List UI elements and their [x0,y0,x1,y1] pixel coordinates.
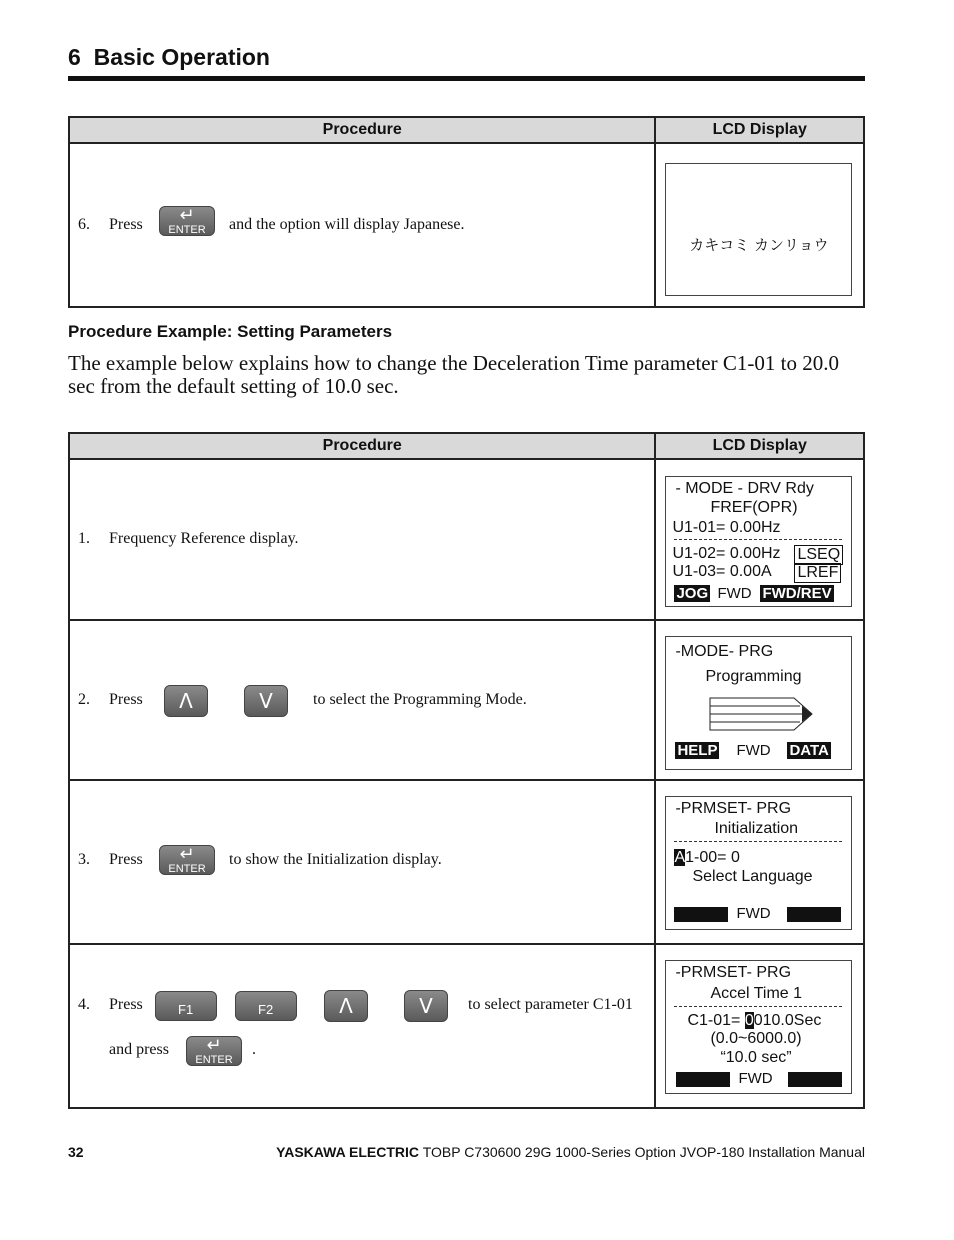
fwd-indicator: FWD [717,585,752,602]
enter-key[interactable] [159,845,215,875]
lcd-line: - MODE - DRV Rdy [675,480,814,497]
enter-key-label: ENTER [168,863,206,875]
lcd-display [665,960,852,1094]
softkey-blank-left [676,1072,730,1087]
lcd-divider [674,539,842,540]
lcd-line: -PRMSET- PRG [675,800,792,817]
enter-key[interactable] [159,206,215,236]
footer-manual [276,1144,865,1160]
lcd-display [665,796,852,930]
lcd-line: -MODE- PRG [675,643,774,660]
softkey-blank-left [674,907,728,922]
softkey-blank-right [788,1072,842,1087]
step-text: to select the Programming Mode. [313,691,527,708]
title-rule [68,76,865,81]
fwd-indicator: FWD [736,905,771,922]
fwd-rev-softkey: FWD/REV [762,585,832,602]
lcd-line: FREF(OPR) [710,499,798,516]
step-cell [69,944,655,1108]
procedure-header: Procedure [69,433,655,459]
step-press: Press [109,851,143,868]
lcd-divider [674,1006,842,1007]
page-number: 32 [68,1144,84,1160]
lcd-cell [655,459,864,620]
lcd-line: Select Language [692,868,813,885]
step-cell [69,143,655,307]
f2-key[interactable]: F2 [235,991,297,1021]
enter-arrow-icon: ↵ [179,205,195,226]
lcd-line: U1-02= 0.00Hz [672,545,781,562]
lcd-line: 010.0Sec [753,1012,822,1029]
up-arrow-key[interactable]: Λ [324,990,368,1022]
enter-arrow-icon: ↵ [179,844,195,865]
lcd-line: U1-01= 0.00Hz [672,519,781,536]
lcd-cell [655,944,864,1108]
enter-key[interactable] [186,1036,242,1066]
step-and-press: and press [109,1041,169,1058]
step-number: 6. [78,216,90,233]
fwd-indicator: FWD [738,1070,773,1087]
section-name: Basic Operation [93,44,270,70]
lcd-cell [655,620,864,780]
step-press: Press [109,216,143,233]
f1-key[interactable]: F1 [155,991,217,1021]
fwd-indicator: FWD [736,742,771,759]
step-number: 4. [78,996,90,1013]
step-press: Press [109,996,143,1013]
step-number: 2. [78,691,90,708]
lcd-line: “10.0 sec” [720,1049,792,1066]
section-number: 6 [68,44,81,70]
help-softkey: HELP [677,742,718,759]
lcd-header: LCD Display [655,433,864,459]
step-number: 1. [78,530,90,547]
lcd-header: LCD Display [655,117,864,143]
down-arrow-key[interactable]: V [244,685,288,717]
lcd-line: C1-01= [687,1012,745,1029]
lcd-display [665,636,852,770]
lcd-display [665,163,852,296]
lcd-cell [655,780,864,944]
lcd-line: Programming [705,668,802,685]
softkey-blank-right [787,907,841,922]
enter-key-label: ENTER [195,1054,233,1066]
step-cell [69,459,655,620]
jog-softkey: JOG [676,585,709,602]
step-period: . [252,1041,256,1058]
lcd-cell [655,143,864,307]
down-arrow-key[interactable]: V [404,990,448,1022]
lcd-line: -PRMSET- PRG [675,964,792,981]
enter-key-label: ENTER [168,224,206,236]
intro-paragraph: The example below explains how to change the Deceleration Time parameter C1-01 to 20.0 sec from the default setting of 10.0 sec. [68,351,839,398]
lcd-cursor: A [674,849,686,866]
up-arrow-key[interactable]: Λ [164,685,208,717]
lcd-display [665,476,852,607]
lcd-line: Initialization [714,820,799,837]
procedure-header: Procedure [69,117,655,143]
step-text: and the option will display Japanese. [229,216,465,233]
lseq-indicator: LSEQ [794,545,843,565]
footer-manual-title: TOBP C730600 29G 1000-Series Option JVOP-180 Installation Manual [422,1144,865,1160]
section-title [68,44,270,71]
lref-indicator: LREF [794,563,841,583]
step-cell [69,780,655,944]
lcd-japanese-text: カキコミ カンリョウ [689,236,829,254]
procedure-table-top [68,116,865,308]
pencil-icon [708,694,818,734]
step-number: 3. [78,851,90,868]
step-text: to show the Initialization display. [229,851,442,868]
lcd-line: U1-03= 0.00A [672,563,772,580]
lcd-line: Accel Time 1 [710,985,803,1002]
footer-brand: YASKAWA ELECTRIC [276,1144,420,1160]
step-press: Press [109,691,143,708]
step-cell [69,620,655,780]
step-text: Frequency Reference display. [109,530,299,547]
enter-arrow-icon: ↵ [206,1035,222,1056]
lcd-divider [674,841,842,842]
lcd-line: (0.0~6000.0) [710,1030,802,1047]
step-text: to select parameter C1-01 [468,996,633,1013]
data-softkey: DATA [789,742,829,759]
subheading: Procedure Example: Setting Parameters [68,322,393,341]
procedure-table-main [68,432,865,1109]
lcd-cursor: 0 [744,1012,754,1029]
lcd-line: 1-00= 0 [685,849,740,866]
